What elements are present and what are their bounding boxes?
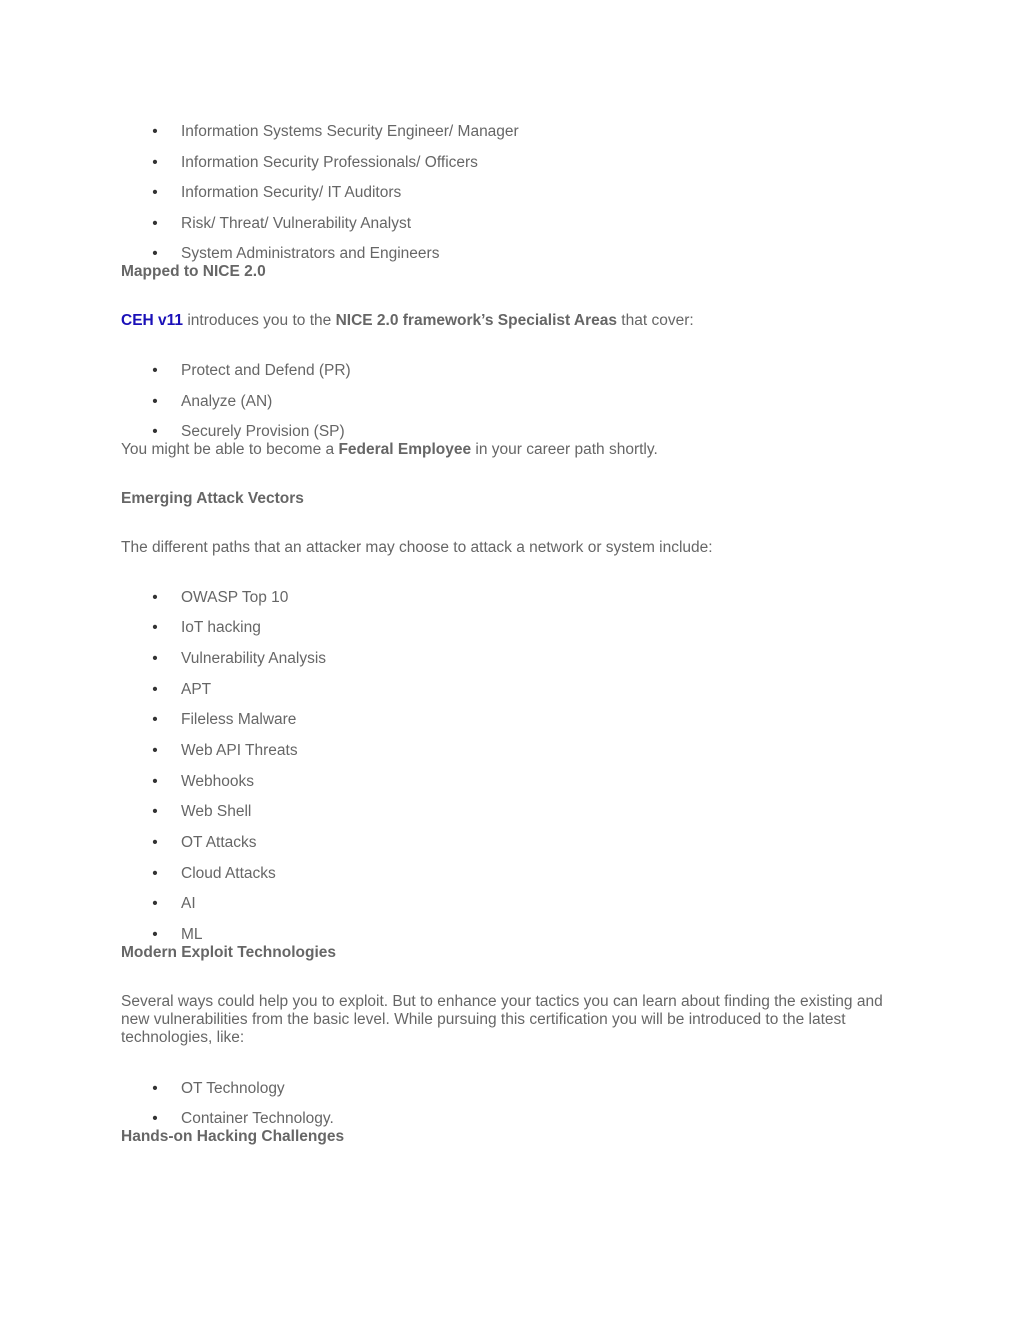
- bullet-icon: •: [152, 393, 158, 410]
- list-item-text: AI: [181, 895, 196, 912]
- bullet-icon: •: [152, 154, 158, 171]
- ceh-link[interactable]: CEH v11: [121, 312, 184, 329]
- bullet-icon: •: [152, 184, 158, 201]
- bullet-icon: •: [152, 803, 158, 820]
- federal-bold: Federal Employee: [338, 441, 472, 458]
- list-item-text: Vulnerability Analysis: [181, 650, 327, 667]
- list-item-text: Information Systems Security Engineer/ Manager: [181, 123, 519, 140]
- list-item-text: OT Technology: [181, 1080, 285, 1097]
- list-item-text: OT Attacks: [181, 834, 257, 851]
- list-item-text: Cloud Attacks: [181, 865, 276, 882]
- list-item-text: ML: [181, 926, 203, 943]
- section-heading-mapped: Mapped to NICE 2.0: [121, 263, 266, 280]
- bullet-icon: •: [152, 773, 158, 790]
- bullet-icon: •: [152, 245, 158, 262]
- bullet-icon: •: [152, 589, 158, 606]
- list-item-text: IoT hacking: [181, 619, 261, 636]
- bullet-icon: •: [152, 362, 158, 379]
- bullet-icon: •: [152, 681, 158, 698]
- bullet-icon: •: [152, 926, 158, 943]
- list-item-text: Information Security/ IT Auditors: [181, 184, 402, 201]
- list-item-text: Information Security Professionals/ Officers: [181, 154, 478, 171]
- list-item-text: Securely Provision (SP): [181, 423, 345, 440]
- list-item-text: APT: [181, 681, 212, 698]
- intro-text-1: introduces you to the: [183, 312, 336, 329]
- list-item-text: Container Technology.: [181, 1110, 334, 1127]
- bullet-icon: •: [152, 123, 158, 140]
- section-heading-exploit: Modern Exploit Technologies: [121, 944, 337, 961]
- bullet-icon: •: [152, 650, 158, 667]
- bullet-icon: •: [152, 215, 158, 232]
- section-heading-hands-on: Hands-on Hacking Challenges: [121, 1128, 345, 1145]
- bullet-icon: •: [152, 1080, 158, 1097]
- bullet-icon: •: [152, 423, 158, 440]
- bullet-icon: •: [152, 742, 158, 759]
- list-item-text: System Administrators and Engineers: [181, 245, 440, 262]
- bullet-icon: •: [152, 865, 158, 882]
- list-item-text: Webhooks: [181, 773, 254, 790]
- bullet-icon: •: [152, 834, 158, 851]
- vectors-intro: The different paths that an attacker may choose to attack a network or system include:: [121, 539, 713, 556]
- bullet-icon: •: [152, 895, 158, 912]
- federal-text-1: You might be able to become a: [121, 441, 339, 458]
- bullet-icon: •: [152, 1110, 158, 1127]
- list-item-text: Web API Threats: [181, 742, 298, 759]
- list-item-text: Fileless Malware: [181, 711, 297, 728]
- list-item-text: OWASP Top 10: [181, 589, 289, 606]
- intro-paragraph: [121, 312, 911, 330]
- bullet-icon: •: [152, 711, 158, 728]
- intro-bold: NICE 2.0 framework’s Specialist Areas: [335, 312, 617, 329]
- federal-text-2: in your career path shortly.: [471, 441, 658, 458]
- exploit-paragraph: Several ways could help you to exploit. But to enhance your tactics you can learn about finding the existing and new vulnerabilities from the basic level. While pursuing this certification you will be introduced to the latest technologies, like:: [121, 993, 883, 1046]
- bullet-icon: •: [152, 619, 158, 636]
- list-item-text: Protect and Defend (PR): [181, 362, 351, 379]
- intro-text-2: that cover:: [617, 312, 694, 329]
- list-item-text: Risk/ Threat/ Vulnerability Analyst: [181, 215, 412, 232]
- list-item-text: Analyze (AN): [181, 393, 273, 410]
- section-heading-vectors: Emerging Attack Vectors: [121, 490, 304, 507]
- list-item-text: Web Shell: [181, 803, 252, 820]
- federal-paragraph: [121, 441, 911, 459]
